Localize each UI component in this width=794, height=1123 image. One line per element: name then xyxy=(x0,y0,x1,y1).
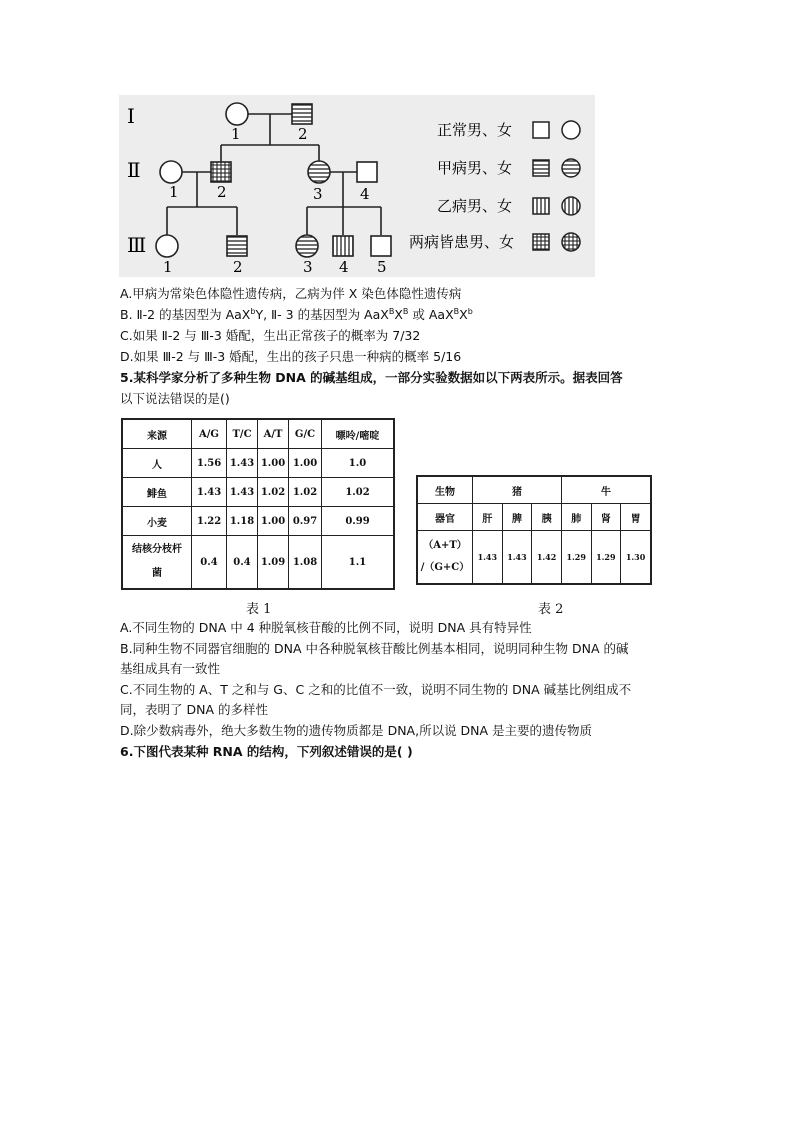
q4-option-c: C.如果 Ⅱ-2 与 Ⅲ-3 婚配，生出正常孩子的概率为 7/32 xyxy=(120,328,421,343)
table1-cell: 1.02 xyxy=(258,478,289,507)
table1-cell: 1.0 xyxy=(322,449,395,478)
table2-value: 1.29 xyxy=(591,531,621,585)
gen3-num-1: 1 xyxy=(163,258,173,276)
legend-yi-label: 乙病男、女 xyxy=(437,197,513,215)
gen2-female-3 xyxy=(308,161,330,183)
table2-caption: 表 2 xyxy=(538,602,564,617)
gen3-num-5: 5 xyxy=(377,258,387,276)
q4-option-b-sup5: b xyxy=(467,307,473,316)
legend-normal-female xyxy=(562,121,580,139)
q5-option-b-line1: B.同种生物不同器官细胞的 DNA 中各种脱氧核苷酸比例基本相同，说明同种生物 DNA 的碱 xyxy=(120,641,629,656)
gen2-num-3: 3 xyxy=(313,185,323,203)
legend-yi-male xyxy=(533,198,549,214)
gen2-male-2 xyxy=(211,162,231,182)
table1-cell: 0.4 xyxy=(192,536,227,590)
legend-normal-male xyxy=(533,122,549,138)
q5-option-b-line2: 基组成具有一致性 xyxy=(120,661,221,676)
table1-header: A/T xyxy=(258,419,289,449)
q4-option-b xyxy=(120,305,473,325)
q4-option-b-part5: X xyxy=(459,307,468,322)
table-1 xyxy=(121,418,395,590)
table2-label: 生物 xyxy=(417,476,473,504)
table2-organ-row xyxy=(417,504,651,531)
q4-option-b-sup4: B xyxy=(453,307,460,316)
q4-option-b-part2: Y, Ⅱ- 3 的基因型为 AaX xyxy=(255,307,389,322)
gen1-male-2 xyxy=(292,104,312,124)
table2-value: 1.30 xyxy=(621,531,651,585)
table1-cell: 1.00 xyxy=(289,449,322,478)
legend-normal-label: 正常男、女 xyxy=(437,121,513,139)
q5-option-d: D.除少数病毒外，绝大多数生物的遗传物质都是 DNA,所以说 DNA 是主要的遗传物质 xyxy=(120,723,593,738)
table1-cell: 1.00 xyxy=(258,449,289,478)
table2-ratio-label-top: （A+T） xyxy=(423,540,467,551)
table2-value: 1.42 xyxy=(532,531,562,585)
table1-header: G/C xyxy=(289,419,322,449)
table-2 xyxy=(416,475,652,585)
table1-row xyxy=(122,478,394,507)
table1-cell: 1.09 xyxy=(258,536,289,590)
gen-label-1: Ⅰ xyxy=(127,104,135,128)
table1-cell: 1.08 xyxy=(289,536,322,590)
table1-cell: 1.43 xyxy=(227,478,258,507)
gen3-male-2 xyxy=(227,236,247,256)
gen3-num-3: 3 xyxy=(303,258,313,276)
pedigree-chart xyxy=(119,95,595,277)
legend-both-label: 两病皆患男、女 xyxy=(409,233,515,251)
gen1-female-1 xyxy=(226,103,248,125)
table2-organ: 胰 xyxy=(532,504,562,531)
table2-value: 1.43 xyxy=(473,531,503,585)
table2-species-row xyxy=(417,476,651,504)
q4-option-b-part4: 或 AaX xyxy=(408,307,454,322)
gen3-male-5 xyxy=(371,236,391,256)
table1-cell: 1.56 xyxy=(192,449,227,478)
legend-jia-female xyxy=(562,159,580,177)
gen2-num-2: 2 xyxy=(217,183,227,201)
table1-cell: 小麦 xyxy=(122,507,192,536)
table1-row xyxy=(122,449,394,478)
table2-value: 1.43 xyxy=(502,531,532,585)
table1-header: A/G xyxy=(192,419,227,449)
legend-jia-label: 甲病男、女 xyxy=(437,159,513,177)
legend-both-male xyxy=(533,234,549,250)
q4-option-b-part1: B. Ⅱ-2 的基因型为 AaX xyxy=(120,307,251,322)
legend-both-female xyxy=(562,233,580,251)
gen3-female-1 xyxy=(156,235,178,257)
table2-value: 1.29 xyxy=(561,531,591,585)
table2-label: 器官 xyxy=(417,504,473,531)
table1-cell: 1.1 xyxy=(322,536,395,590)
q4-option-d: D.如果 Ⅲ-2 与 Ⅲ-3 婚配，生出的孩子只患一种病的概率 5/16 xyxy=(120,349,462,364)
table1-header: T/C xyxy=(227,419,258,449)
table2-ratio-label xyxy=(417,531,473,585)
q5-stem-line2: 以下说法错误的是() xyxy=(120,391,230,406)
q5-option-c-line1: C.不同生物的 A、T 之和与 G、C 之和的比值不一致，说明不同生物的 DNA 碱基比例组成不 xyxy=(120,682,632,697)
table1-cell: 结核分枝杆菌 xyxy=(122,536,192,590)
gen3-num-4: 4 xyxy=(339,258,349,276)
table1-cell: 1.00 xyxy=(258,507,289,536)
table2-organ: 脾 xyxy=(502,504,532,531)
table1-cell: 1.02 xyxy=(289,478,322,507)
q6-stem: 6.下图代表某种 RNA 的结构，下列叙述错误的是( ) xyxy=(120,744,413,759)
table1-row xyxy=(122,507,394,536)
table1-cell: 人 xyxy=(122,449,192,478)
table1-cell: 0.99 xyxy=(322,507,395,536)
gen-label-2: Ⅱ xyxy=(127,158,141,182)
q4-option-b-sup1: b xyxy=(250,307,256,316)
table2-value-row xyxy=(417,531,651,585)
table2-organ: 胃 xyxy=(621,504,651,531)
table2-species: 猪 xyxy=(473,476,562,504)
table1-header: 来源 xyxy=(122,419,192,449)
pedigree-figure xyxy=(119,95,595,277)
table2-ratio-label-bottom: /（G+C） xyxy=(420,562,470,573)
gen2-num-4: 4 xyxy=(360,185,370,203)
table1-cell: 1.43 xyxy=(227,449,258,478)
gen3-female-3 xyxy=(296,235,318,257)
table1-cell: 1.02 xyxy=(322,478,395,507)
gen1-num-2: 2 xyxy=(298,125,308,143)
gen2-num-1: 1 xyxy=(169,183,179,201)
table1-cell: 1.22 xyxy=(192,507,227,536)
table1-cell: 1.43 xyxy=(192,478,227,507)
q5-stem-line1: 5.某科学家分析了多种生物 DNA 的碱基组成，一部分实验数据如以下两表所示。据表回答 xyxy=(120,370,623,385)
q4-option-a: A.甲病为常染色体隐性遗传病，乙病为伴 X 染色体隐性遗传病 xyxy=(120,286,462,301)
legend-jia-male xyxy=(533,160,549,176)
table2-organ: 肺 xyxy=(561,504,591,531)
table2-species: 牛 xyxy=(561,476,651,504)
table1-caption: 表 1 xyxy=(246,602,272,617)
gen1-num-1: 1 xyxy=(231,125,241,143)
gen2-male-4 xyxy=(357,162,377,182)
gen3-male-4 xyxy=(333,236,353,256)
table1-row xyxy=(122,536,394,590)
legend-yi-female xyxy=(562,197,580,215)
table1-cell: 1.18 xyxy=(227,507,258,536)
q4-option-b-sup2: B xyxy=(388,307,395,316)
gen-label-3: Ⅲ xyxy=(127,233,147,257)
table1-header: 嘌呤/嘧啶 xyxy=(322,419,395,449)
gen3-num-2: 2 xyxy=(233,258,243,276)
q5-option-a: A.不同生物的 DNA 中 4 种脱氧核苷酸的比例不同，说明 DNA 具有特异性 xyxy=(120,620,532,635)
table1-cell: 0.4 xyxy=(227,536,258,590)
table1-cell: 鲱鱼 xyxy=(122,478,192,507)
gen2-female-1 xyxy=(160,161,182,183)
table1-cell: 0.97 xyxy=(289,507,322,536)
q4-option-b-sup3: B xyxy=(402,307,409,316)
pedigree-lines xyxy=(167,114,381,235)
q4-option-b-part3: X xyxy=(394,307,403,322)
q5-option-c-line2: 同，表明了 DNA 的多样性 xyxy=(120,702,268,717)
table1-header-row xyxy=(122,419,394,449)
table2-organ: 肾 xyxy=(591,504,621,531)
table2-organ: 肝 xyxy=(473,504,503,531)
